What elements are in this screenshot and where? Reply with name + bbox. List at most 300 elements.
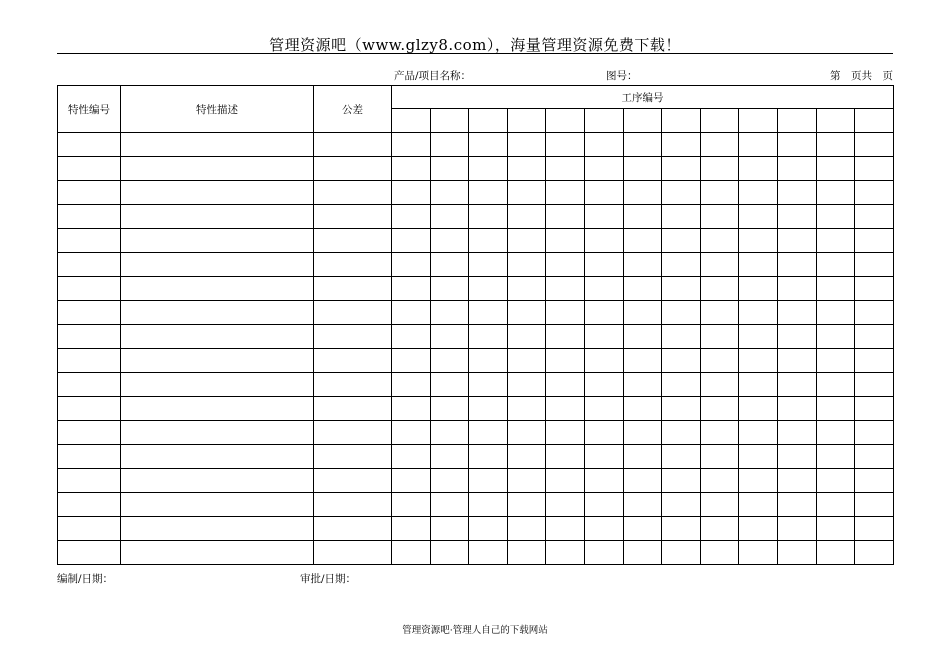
process-cell[interactable] [623, 373, 662, 397]
process-cell[interactable] [623, 493, 662, 517]
process-cell[interactable] [507, 445, 546, 469]
process-cell[interactable] [778, 205, 817, 229]
process-cell[interactable] [739, 373, 778, 397]
process-cell[interactable] [662, 133, 701, 157]
process-cell[interactable] [392, 421, 431, 445]
process-cell[interactable] [700, 541, 739, 565]
process-cell[interactable] [739, 157, 778, 181]
process-cell[interactable] [816, 253, 855, 277]
process-cell[interactable] [623, 229, 662, 253]
char-no-cell[interactable] [58, 469, 121, 493]
process-cell[interactable] [816, 421, 855, 445]
process-cell[interactable] [855, 133, 894, 157]
process-cell[interactable] [700, 493, 739, 517]
process-cell[interactable] [392, 253, 431, 277]
tolerance-cell[interactable] [314, 253, 392, 277]
process-cell[interactable] [855, 325, 894, 349]
process-cell[interactable] [546, 205, 585, 229]
process-cell[interactable] [392, 325, 431, 349]
process-cell[interactable] [546, 277, 585, 301]
process-column-cell[interactable] [700, 109, 739, 133]
process-column-cell[interactable] [430, 109, 469, 133]
process-cell[interactable] [585, 133, 624, 157]
process-cell[interactable] [507, 301, 546, 325]
tolerance-cell[interactable] [314, 421, 392, 445]
process-cell[interactable] [700, 397, 739, 421]
char-no-cell[interactable] [58, 373, 121, 397]
char-no-cell[interactable] [58, 445, 121, 469]
tolerance-cell[interactable] [314, 469, 392, 493]
process-cell[interactable] [430, 349, 469, 373]
process-cell[interactable] [739, 253, 778, 277]
process-cell[interactable] [700, 133, 739, 157]
process-cell[interactable] [778, 445, 817, 469]
tolerance-cell[interactable] [314, 157, 392, 181]
process-cell[interactable] [585, 229, 624, 253]
tolerance-cell[interactable] [314, 493, 392, 517]
process-cell[interactable] [855, 421, 894, 445]
process-cell[interactable] [507, 541, 546, 565]
process-cell[interactable] [623, 181, 662, 205]
tolerance-cell[interactable] [314, 301, 392, 325]
char-no-cell[interactable] [58, 229, 121, 253]
process-cell[interactable] [739, 469, 778, 493]
char-no-cell[interactable] [58, 325, 121, 349]
process-cell[interactable] [778, 229, 817, 253]
process-cell[interactable] [392, 301, 431, 325]
process-cell[interactable] [469, 517, 508, 541]
process-cell[interactable] [430, 517, 469, 541]
char-desc-cell[interactable] [121, 253, 314, 277]
char-no-cell[interactable] [58, 541, 121, 565]
process-cell[interactable] [546, 229, 585, 253]
process-cell[interactable] [623, 205, 662, 229]
process-cell[interactable] [855, 349, 894, 373]
process-cell[interactable] [469, 301, 508, 325]
char-desc-cell[interactable] [121, 181, 314, 205]
process-column-cell[interactable] [507, 109, 546, 133]
process-cell[interactable] [585, 445, 624, 469]
process-cell[interactable] [662, 349, 701, 373]
process-cell[interactable] [662, 541, 701, 565]
process-cell[interactable] [546, 517, 585, 541]
char-desc-cell[interactable] [121, 445, 314, 469]
process-cell[interactable] [855, 469, 894, 493]
char-desc-cell[interactable] [121, 421, 314, 445]
process-cell[interactable] [739, 205, 778, 229]
process-cell[interactable] [469, 469, 508, 493]
process-cell[interactable] [430, 421, 469, 445]
process-cell[interactable] [392, 541, 431, 565]
char-no-cell[interactable] [58, 397, 121, 421]
process-cell[interactable] [392, 133, 431, 157]
process-cell[interactable] [816, 493, 855, 517]
process-cell[interactable] [546, 445, 585, 469]
process-cell[interactable] [739, 541, 778, 565]
process-cell[interactable] [855, 445, 894, 469]
process-cell[interactable] [662, 181, 701, 205]
char-no-cell[interactable] [58, 493, 121, 517]
process-cell[interactable] [507, 397, 546, 421]
process-cell[interactable] [700, 421, 739, 445]
char-no-cell[interactable] [58, 349, 121, 373]
process-cell[interactable] [662, 205, 701, 229]
char-desc-cell[interactable] [121, 541, 314, 565]
process-column-cell[interactable] [392, 109, 431, 133]
process-cell[interactable] [700, 277, 739, 301]
process-cell[interactable] [700, 325, 739, 349]
tolerance-cell[interactable] [314, 445, 392, 469]
process-cell[interactable] [855, 373, 894, 397]
process-cell[interactable] [700, 517, 739, 541]
char-desc-cell[interactable] [121, 301, 314, 325]
process-cell[interactable] [855, 301, 894, 325]
process-cell[interactable] [507, 253, 546, 277]
process-cell[interactable] [855, 181, 894, 205]
process-cell[interactable] [585, 469, 624, 493]
char-desc-cell[interactable] [121, 517, 314, 541]
process-cell[interactable] [778, 469, 817, 493]
char-no-cell[interactable] [58, 517, 121, 541]
process-cell[interactable] [392, 349, 431, 373]
process-cell[interactable] [507, 349, 546, 373]
process-cell[interactable] [546, 373, 585, 397]
process-cell[interactable] [507, 229, 546, 253]
process-cell[interactable] [469, 157, 508, 181]
process-cell[interactable] [623, 133, 662, 157]
process-cell[interactable] [585, 421, 624, 445]
process-column-cell[interactable] [469, 109, 508, 133]
process-cell[interactable] [623, 469, 662, 493]
process-column-cell[interactable] [816, 109, 855, 133]
process-cell[interactable] [816, 469, 855, 493]
tolerance-cell[interactable] [314, 349, 392, 373]
process-cell[interactable] [623, 277, 662, 301]
process-cell[interactable] [546, 301, 585, 325]
process-cell[interactable] [469, 181, 508, 205]
tolerance-cell[interactable] [314, 181, 392, 205]
process-cell[interactable] [546, 157, 585, 181]
process-cell[interactable] [778, 325, 817, 349]
char-desc-cell[interactable] [121, 325, 314, 349]
process-cell[interactable] [623, 541, 662, 565]
process-cell[interactable] [855, 541, 894, 565]
char-desc-cell[interactable] [121, 373, 314, 397]
process-cell[interactable] [585, 373, 624, 397]
process-cell[interactable] [700, 157, 739, 181]
process-cell[interactable] [816, 349, 855, 373]
char-desc-cell[interactable] [121, 469, 314, 493]
char-desc-cell[interactable] [121, 157, 314, 181]
process-cell[interactable] [392, 517, 431, 541]
process-cell[interactable] [469, 253, 508, 277]
process-cell[interactable] [662, 301, 701, 325]
process-cell[interactable] [430, 157, 469, 181]
process-cell[interactable] [469, 349, 508, 373]
process-cell[interactable] [778, 493, 817, 517]
process-cell[interactable] [623, 517, 662, 541]
process-cell[interactable] [469, 421, 508, 445]
process-cell[interactable] [739, 349, 778, 373]
process-cell[interactable] [392, 205, 431, 229]
process-cell[interactable] [700, 181, 739, 205]
process-column-cell[interactable] [546, 109, 585, 133]
process-cell[interactable] [507, 493, 546, 517]
process-cell[interactable] [392, 373, 431, 397]
process-cell[interactable] [585, 493, 624, 517]
char-no-cell[interactable] [58, 157, 121, 181]
process-cell[interactable] [623, 301, 662, 325]
process-cell[interactable] [469, 229, 508, 253]
process-cell[interactable] [392, 229, 431, 253]
tolerance-cell[interactable] [314, 325, 392, 349]
process-cell[interactable] [855, 205, 894, 229]
process-cell[interactable] [816, 397, 855, 421]
process-cell[interactable] [507, 277, 546, 301]
process-cell[interactable] [585, 157, 624, 181]
process-cell[interactable] [430, 181, 469, 205]
process-cell[interactable] [700, 205, 739, 229]
process-cell[interactable] [507, 157, 546, 181]
process-cell[interactable] [700, 301, 739, 325]
process-cell[interactable] [662, 373, 701, 397]
process-cell[interactable] [816, 205, 855, 229]
process-cell[interactable] [430, 541, 469, 565]
process-cell[interactable] [507, 517, 546, 541]
process-cell[interactable] [816, 373, 855, 397]
process-cell[interactable] [430, 133, 469, 157]
process-cell[interactable] [469, 397, 508, 421]
process-cell[interactable] [739, 493, 778, 517]
process-cell[interactable] [546, 541, 585, 565]
char-desc-cell[interactable] [121, 277, 314, 301]
process-cell[interactable] [392, 157, 431, 181]
process-cell[interactable] [739, 301, 778, 325]
process-cell[interactable] [430, 277, 469, 301]
char-desc-cell[interactable] [121, 205, 314, 229]
process-cell[interactable] [739, 229, 778, 253]
process-cell[interactable] [739, 421, 778, 445]
process-cell[interactable] [430, 397, 469, 421]
process-cell[interactable] [855, 493, 894, 517]
process-cell[interactable] [585, 541, 624, 565]
process-cell[interactable] [778, 181, 817, 205]
process-cell[interactable] [585, 253, 624, 277]
char-no-cell[interactable] [58, 421, 121, 445]
process-cell[interactable] [546, 397, 585, 421]
process-cell[interactable] [739, 397, 778, 421]
process-cell[interactable] [546, 325, 585, 349]
process-cell[interactable] [623, 397, 662, 421]
process-cell[interactable] [507, 181, 546, 205]
process-cell[interactable] [430, 445, 469, 469]
char-desc-cell[interactable] [121, 133, 314, 157]
process-cell[interactable] [816, 133, 855, 157]
process-cell[interactable] [816, 181, 855, 205]
process-cell[interactable] [739, 181, 778, 205]
process-cell[interactable] [739, 133, 778, 157]
process-cell[interactable] [778, 277, 817, 301]
process-cell[interactable] [855, 157, 894, 181]
process-column-cell[interactable] [855, 109, 894, 133]
char-no-cell[interactable] [58, 205, 121, 229]
process-cell[interactable] [662, 469, 701, 493]
process-cell[interactable] [778, 157, 817, 181]
process-cell[interactable] [816, 325, 855, 349]
process-cell[interactable] [430, 373, 469, 397]
process-cell[interactable] [392, 181, 431, 205]
tolerance-cell[interactable] [314, 277, 392, 301]
char-no-cell[interactable] [58, 301, 121, 325]
process-cell[interactable] [546, 253, 585, 277]
process-cell[interactable] [585, 205, 624, 229]
process-cell[interactable] [662, 229, 701, 253]
process-cell[interactable] [778, 133, 817, 157]
process-cell[interactable] [816, 229, 855, 253]
tolerance-cell[interactable] [314, 397, 392, 421]
process-cell[interactable] [816, 541, 855, 565]
process-cell[interactable] [623, 421, 662, 445]
process-cell[interactable] [430, 301, 469, 325]
process-cell[interactable] [585, 301, 624, 325]
process-column-cell[interactable] [662, 109, 701, 133]
process-cell[interactable] [623, 349, 662, 373]
char-no-cell[interactable] [58, 133, 121, 157]
char-no-cell[interactable] [58, 181, 121, 205]
process-cell[interactable] [585, 517, 624, 541]
tolerance-cell[interactable] [314, 373, 392, 397]
process-cell[interactable] [469, 445, 508, 469]
process-cell[interactable] [816, 517, 855, 541]
process-cell[interactable] [546, 349, 585, 373]
char-no-cell[interactable] [58, 277, 121, 301]
process-cell[interactable] [392, 493, 431, 517]
process-cell[interactable] [855, 253, 894, 277]
process-cell[interactable] [585, 325, 624, 349]
process-cell[interactable] [778, 349, 817, 373]
process-cell[interactable] [392, 445, 431, 469]
process-cell[interactable] [392, 277, 431, 301]
process-cell[interactable] [700, 229, 739, 253]
process-cell[interactable] [507, 133, 546, 157]
process-cell[interactable] [430, 253, 469, 277]
tolerance-cell[interactable] [314, 205, 392, 229]
process-cell[interactable] [507, 421, 546, 445]
process-cell[interactable] [507, 325, 546, 349]
process-cell[interactable] [392, 397, 431, 421]
process-column-cell[interactable] [623, 109, 662, 133]
tolerance-cell[interactable] [314, 133, 392, 157]
process-cell[interactable] [662, 397, 701, 421]
process-cell[interactable] [430, 205, 469, 229]
process-cell[interactable] [546, 181, 585, 205]
process-cell[interactable] [507, 469, 546, 493]
char-desc-cell[interactable] [121, 349, 314, 373]
process-cell[interactable] [623, 253, 662, 277]
process-cell[interactable] [623, 445, 662, 469]
process-cell[interactable] [778, 421, 817, 445]
process-cell[interactable] [739, 325, 778, 349]
char-no-cell[interactable] [58, 253, 121, 277]
process-cell[interactable] [700, 349, 739, 373]
process-cell[interactable] [855, 517, 894, 541]
process-column-cell[interactable] [739, 109, 778, 133]
process-cell[interactable] [700, 469, 739, 493]
process-cell[interactable] [662, 325, 701, 349]
process-cell[interactable] [585, 277, 624, 301]
tolerance-cell[interactable] [314, 229, 392, 253]
process-cell[interactable] [662, 517, 701, 541]
process-cell[interactable] [623, 325, 662, 349]
process-cell[interactable] [778, 301, 817, 325]
process-cell[interactable] [855, 229, 894, 253]
process-cell[interactable] [507, 373, 546, 397]
char-desc-cell[interactable] [121, 229, 314, 253]
tolerance-cell[interactable] [314, 541, 392, 565]
tolerance-cell[interactable] [314, 517, 392, 541]
process-cell[interactable] [816, 157, 855, 181]
process-cell[interactable] [662, 277, 701, 301]
process-cell[interactable] [700, 373, 739, 397]
process-cell[interactable] [507, 205, 546, 229]
process-cell[interactable] [469, 493, 508, 517]
process-cell[interactable] [739, 277, 778, 301]
process-cell[interactable] [469, 541, 508, 565]
process-cell[interactable] [739, 517, 778, 541]
char-desc-cell[interactable] [121, 397, 314, 421]
process-cell[interactable] [392, 469, 431, 493]
process-cell[interactable] [700, 253, 739, 277]
process-cell[interactable] [585, 349, 624, 373]
process-cell[interactable] [546, 469, 585, 493]
process-cell[interactable] [778, 373, 817, 397]
process-cell[interactable] [430, 493, 469, 517]
process-cell[interactable] [430, 229, 469, 253]
process-cell[interactable] [469, 205, 508, 229]
process-cell[interactable] [430, 469, 469, 493]
process-cell[interactable] [855, 397, 894, 421]
process-cell[interactable] [430, 325, 469, 349]
process-cell[interactable] [739, 445, 778, 469]
process-cell[interactable] [778, 397, 817, 421]
process-cell[interactable] [855, 277, 894, 301]
process-cell[interactable] [469, 133, 508, 157]
process-cell[interactable] [662, 493, 701, 517]
process-cell[interactable] [816, 301, 855, 325]
process-cell[interactable] [816, 445, 855, 469]
process-cell[interactable] [778, 541, 817, 565]
process-cell[interactable] [778, 517, 817, 541]
process-cell[interactable] [778, 253, 817, 277]
process-cell[interactable] [623, 157, 662, 181]
process-cell[interactable] [662, 445, 701, 469]
process-cell[interactable] [546, 421, 585, 445]
process-cell[interactable] [546, 133, 585, 157]
process-cell[interactable] [662, 421, 701, 445]
char-desc-cell[interactable] [121, 493, 314, 517]
process-cell[interactable] [816, 277, 855, 301]
process-cell[interactable] [662, 157, 701, 181]
process-cell[interactable] [469, 277, 508, 301]
process-column-cell[interactable] [778, 109, 817, 133]
process-cell[interactable] [585, 397, 624, 421]
process-cell[interactable] [469, 373, 508, 397]
process-cell[interactable] [546, 493, 585, 517]
process-cell[interactable] [469, 325, 508, 349]
process-cell[interactable] [585, 181, 624, 205]
process-column-cell[interactable] [585, 109, 624, 133]
process-cell[interactable] [662, 253, 701, 277]
